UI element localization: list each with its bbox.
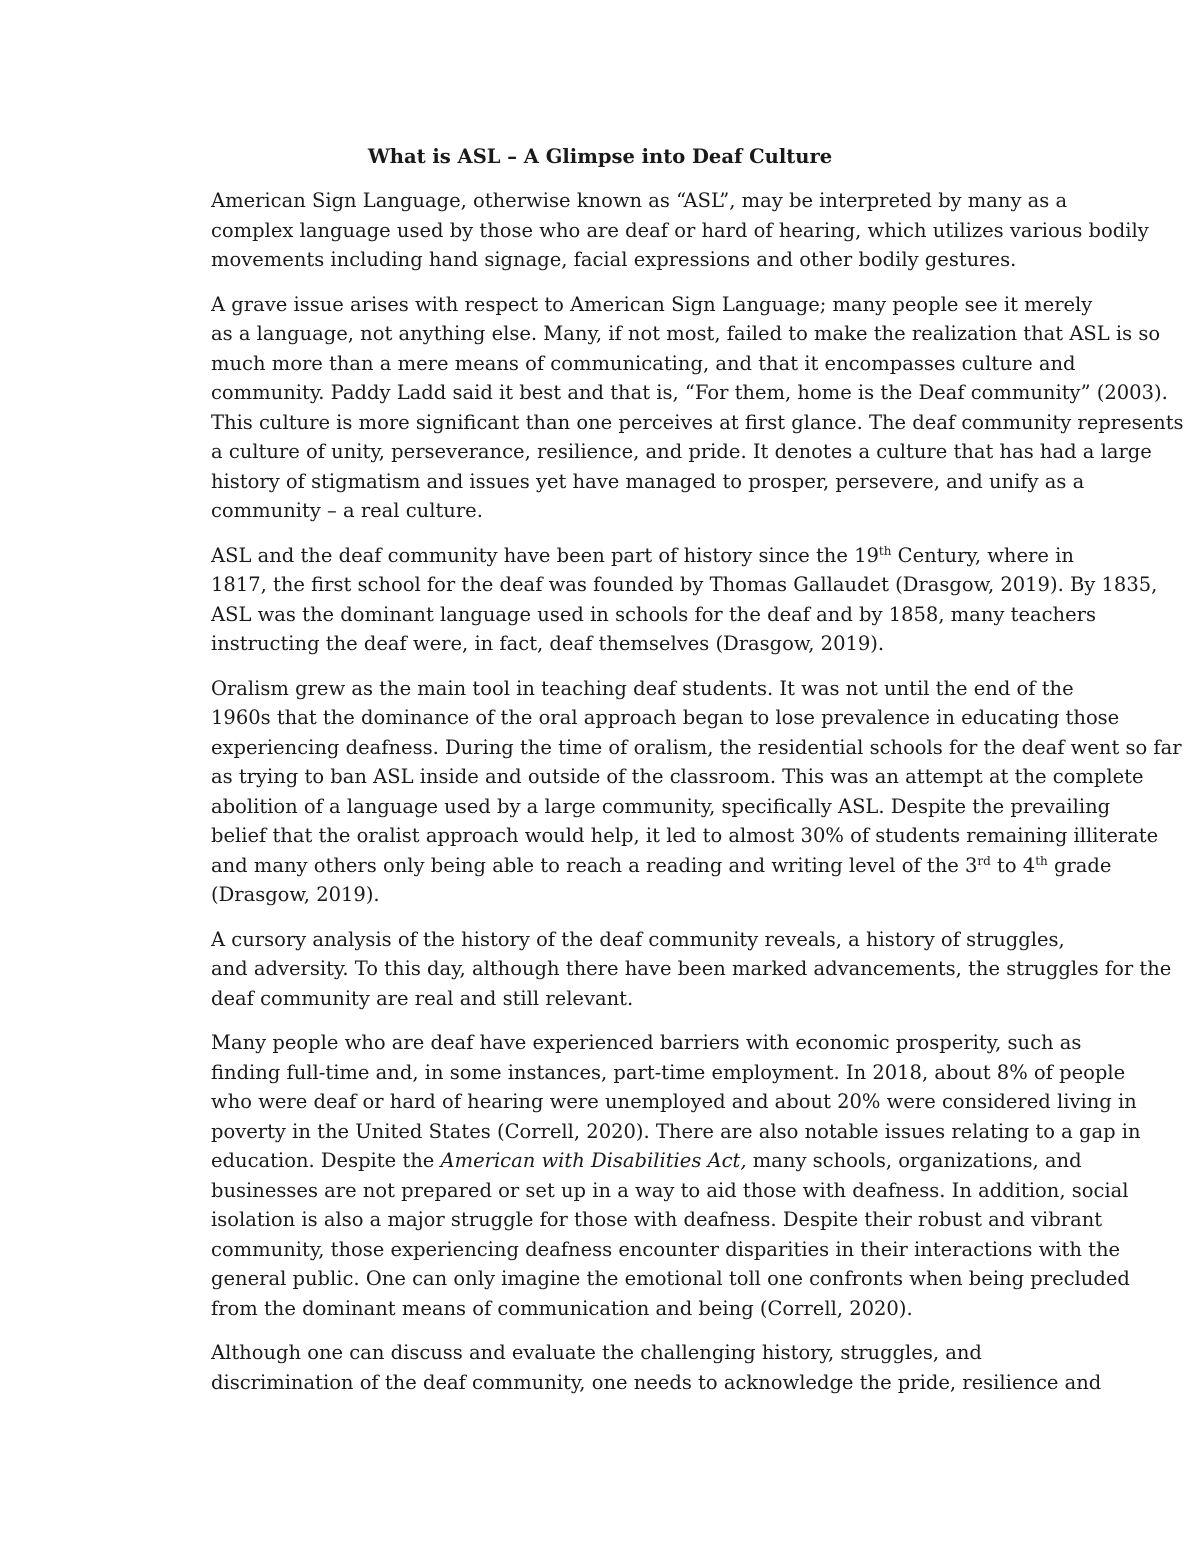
paragraph-line: complex language used by those who are deaf or hard of hearing, which utilizes various bodily <box>211 218 1149 242</box>
paragraph-line: businesses are not prepared or set up in a way to aid those with deafness. In addition, social <box>211 1178 1129 1202</box>
line-segment: and many others only being able to reach a reading and writing level of the 3 <box>211 853 978 877</box>
paragraph-line: discrimination of the deaf community, one needs to acknowledge the pride, resilience and <box>211 1370 1102 1394</box>
paragraph-line: 1960s that the dominance of the oral approach began to lose prevalence in educating those <box>211 706 1120 729</box>
paragraph-line: (Drasgow, 2019). <box>211 883 380 906</box>
paragraph-line <box>141 851 1112 881</box>
line-segment: to 4 <box>990 853 1036 877</box>
paragraph-line: who were deaf or hard of hearing were unemployed and about 20% were considered living in <box>211 1090 1137 1113</box>
body-paragraph <box>141 1338 1102 1397</box>
paragraph-line: Oralism grew as the main tool in teaching deaf students. It was not until the end of the <box>211 676 1074 700</box>
body-paragraph <box>141 674 1182 910</box>
line-segment: ASL and the deaf community have been part of history since the 19 <box>211 543 879 567</box>
paragraph-line: experiencing deafness. During the time of oralism, the residential schools for the deaf went so far <box>211 735 1182 759</box>
line-segment: many schools, organizations, and <box>746 1149 1082 1172</box>
superscript-text: rd <box>977 853 991 868</box>
paragraph-line: as a language, not anything else. Many, if not most, failed to make the realization that ASL is so <box>211 322 1161 345</box>
paragraph-line: This culture is more significant than one perceives at first glance. The deaf community represents <box>211 410 1184 434</box>
paragraph-line: finding full-time and, in some instances, part-time employment. In 2018, about 8% of people <box>211 1060 1126 1084</box>
body-paragraph <box>141 186 1149 275</box>
paragraph-line: and adversity. To this day, although there have been marked advancements, the struggles for the <box>211 957 1172 980</box>
paragraph-line: poverty in the United States (Correll, 2020). There are also notable issues relating to a gap in <box>211 1119 1141 1143</box>
paragraph-line: from the dominant means of communication and being (Correll, 2020). <box>211 1296 913 1320</box>
paragraph-line <box>141 1146 1082 1176</box>
paragraph-line: general public. One can only imagine the emotional toll one confronts when being precluded <box>211 1267 1130 1290</box>
paragraph-line: Although one can discuss and evaluate the challenging history, struggles, and <box>211 1341 982 1364</box>
document-body <box>141 186 1184 1412</box>
paragraph-line: instructing the deaf were, in fact, deaf themselves (Drasgow, 2019). <box>211 632 885 655</box>
paragraph-line: community. Paddy Ladd said it best and that is, “For them, home is the Deaf community” (2003). <box>211 381 1168 404</box>
paragraph-line: belief that the oralist approach would help, it led to almost 30% of students remaining illiterate <box>211 824 1159 847</box>
paragraph-line: abolition of a language used by a large community, specifically ASL. Despite the prevailing <box>211 794 1111 818</box>
paragraph-line: community, those experiencing deafness encounter disparities in their interactions with the <box>211 1237 1121 1261</box>
paragraph-line: ASL was the dominant language used in schools for the deaf and by 1858, many teachers <box>211 602 1096 626</box>
body-paragraph <box>141 290 1184 526</box>
body-paragraph <box>141 925 1172 1014</box>
body-paragraph <box>141 541 1158 659</box>
document-title: What is ASL – A Glimpse into Deaf Culture <box>367 145 833 168</box>
paragraph-line <box>141 541 1074 571</box>
paragraph-line: A cursory analysis of the history of the deaf community reveals, a history of struggles, <box>211 927 1065 951</box>
paragraph-line: much more than a mere means of communicating, and that it encompasses culture and <box>211 351 1076 375</box>
line-segment: education. Despite the <box>211 1149 441 1172</box>
line-segment: Century, where in <box>891 543 1074 567</box>
superscript-text: th <box>878 543 892 558</box>
italic-text: American with Disabilities Act, <box>440 1149 747 1172</box>
paragraph-line: Many people who are deaf have experienced barriers with economic prosperity, such as <box>211 1031 1082 1054</box>
paragraph-line: history of stigmatism and issues yet have managed to prosper, persevere, and unify as a <box>211 469 1085 493</box>
line-segment: grade <box>1047 853 1112 877</box>
paragraph-line: community – a real culture. <box>211 499 483 522</box>
paragraph-line: A grave issue arises with respect to American Sign Language; many people see it merely <box>211 292 1093 316</box>
paragraph-line: movements including hand signage, facial expressions and other bodily gestures. <box>211 248 1017 271</box>
paragraph-line: deaf community are real and still relevant. <box>211 986 634 1010</box>
body-paragraph <box>141 1028 1141 1323</box>
paragraph-line: 1817, the first school for the deaf was founded by Thomas Gallaudet (Drasgow, 2019). By 1835, <box>211 573 1158 596</box>
superscript-text: th <box>1035 853 1048 868</box>
paragraph-line: American Sign Language, otherwise known as “ASL”, may be interpreted by many as a <box>211 189 1068 212</box>
paragraph-line: isolation is also a major struggle for those with deafness. Despite their robust and vibrant <box>211 1208 1103 1231</box>
paragraph-line: as trying to ban ASL inside and outside of the classroom. This was an attempt at the complete <box>211 765 1144 788</box>
paragraph-line: a culture of unity, perseverance, resilience, and pride. It denotes a culture that has had a large <box>211 440 1152 463</box>
